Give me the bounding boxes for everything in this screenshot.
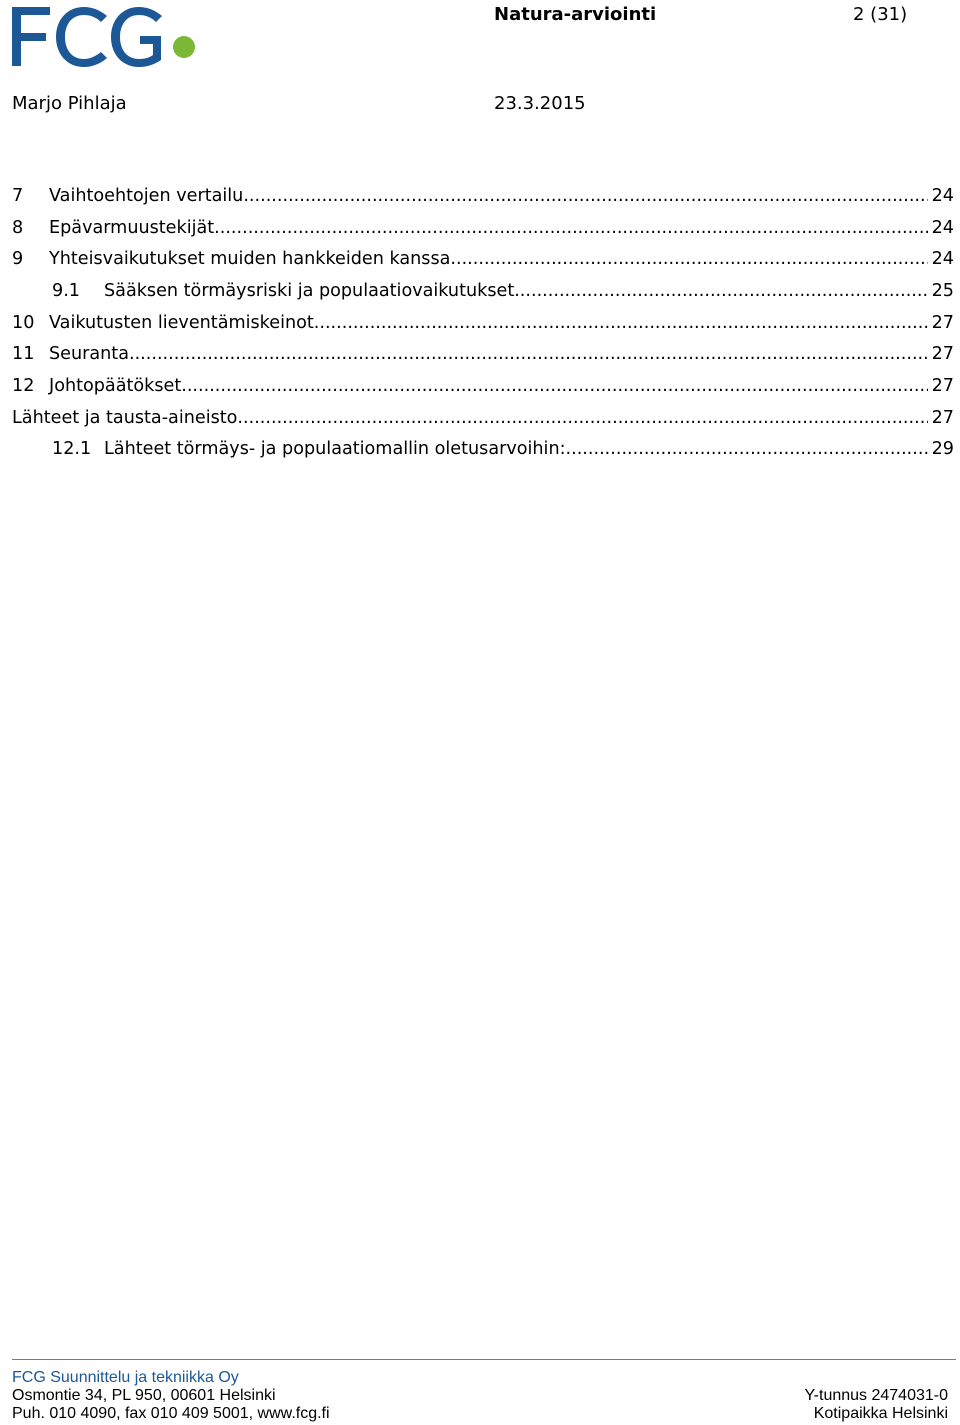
- toc-entry[interactable]: [12, 402, 954, 434]
- fcg-logo: [12, 4, 202, 68]
- toc-entry-page: 27: [931, 344, 954, 365]
- toc-subentry[interactable]: [12, 434, 954, 466]
- toc-entry-title: Johtopäätökset: [49, 375, 182, 396]
- footer-divider: [12, 1359, 956, 1360]
- toc-dot-leader: [566, 439, 928, 459]
- author: Marjo Pihlaja: [12, 93, 127, 114]
- toc-entry-number: 12: [12, 375, 35, 396]
- footer-domicile: Kotipaikka Helsinki: [813, 1405, 948, 1422]
- footer-company-line: [12, 1369, 948, 1387]
- toc-entry-title: Seuranta: [49, 344, 129, 365]
- footer-contact-line: [12, 1405, 948, 1423]
- footer-contact: Puh. 010 4090, fax 010 409 5001, www.fcg.fi: [12, 1405, 330, 1422]
- toc-entry[interactable]: [12, 370, 954, 402]
- toc-entry-page: 24: [931, 217, 954, 238]
- toc-entry-number: 8: [12, 217, 24, 238]
- toc-dot-leader: [450, 249, 927, 269]
- toc-entry-number: 7: [12, 185, 24, 206]
- toc-entry[interactable]: [12, 180, 954, 212]
- toc-entry-page: 27: [931, 407, 954, 428]
- toc-entry-page: 27: [931, 375, 954, 396]
- toc-entry[interactable]: [12, 212, 954, 244]
- toc-entry[interactable]: [12, 307, 954, 339]
- document-date: 23.3.2015: [494, 93, 586, 114]
- toc-entry-page: 24: [931, 185, 954, 206]
- toc-entry[interactable]: [12, 243, 954, 275]
- toc-dot-leader: [314, 313, 928, 333]
- toc-entry-number: 10: [12, 312, 35, 333]
- toc-entry-number: 9: [12, 249, 24, 270]
- toc-entry-title: Sääksen törmäysriski ja populaatiovaikutukset: [104, 280, 515, 301]
- toc-entry-number: 9.1: [52, 280, 80, 301]
- toc-entry-title: Lähteet ja tausta-aineisto: [12, 407, 238, 428]
- toc-entry-title: Vaihtoehtojen vertailu: [49, 185, 244, 206]
- page-number: 2 (31): [853, 4, 908, 25]
- footer-company: FCG Suunnittelu ja tekniikka Oy: [12, 1369, 239, 1386]
- footer-address-line: [12, 1387, 948, 1405]
- toc-entry[interactable]: [12, 338, 954, 370]
- footer-address: Osmontie 34, PL 950, 00601 Helsinki: [12, 1387, 276, 1404]
- toc-dot-leader: [181, 376, 927, 396]
- toc-entry-page: 27: [931, 312, 954, 333]
- toc-entry-page: 24: [931, 249, 954, 270]
- toc-entry-page: 25: [931, 280, 954, 301]
- toc-dot-leader: [243, 186, 927, 206]
- toc-dot-leader: [214, 218, 927, 238]
- toc-dot-leader: [129, 344, 928, 364]
- toc-entry-number: 12.1: [52, 439, 92, 460]
- toc-entry-number: 11: [12, 344, 35, 365]
- table-of-contents: [12, 180, 954, 465]
- toc-dot-leader: [237, 408, 927, 428]
- toc-entry-title: Lähteet törmäys- ja populaatiomallin oletusarvoihin:: [104, 439, 566, 460]
- toc-entry-title: Yhteisvaikutukset muiden hankkeiden kanssa: [49, 249, 451, 270]
- toc-entry-title: Epävarmuustekijät: [49, 217, 215, 238]
- toc-entry-page: 29: [931, 439, 954, 460]
- footer-business-id: Y-tunnus 2474031-0: [804, 1387, 948, 1404]
- toc-subentry[interactable]: [12, 275, 954, 307]
- toc-dot-leader: [514, 281, 927, 301]
- toc-entry-title: Vaikutusten lieventämiskeinot: [49, 312, 314, 333]
- document-title: Natura-arviointi: [494, 4, 657, 25]
